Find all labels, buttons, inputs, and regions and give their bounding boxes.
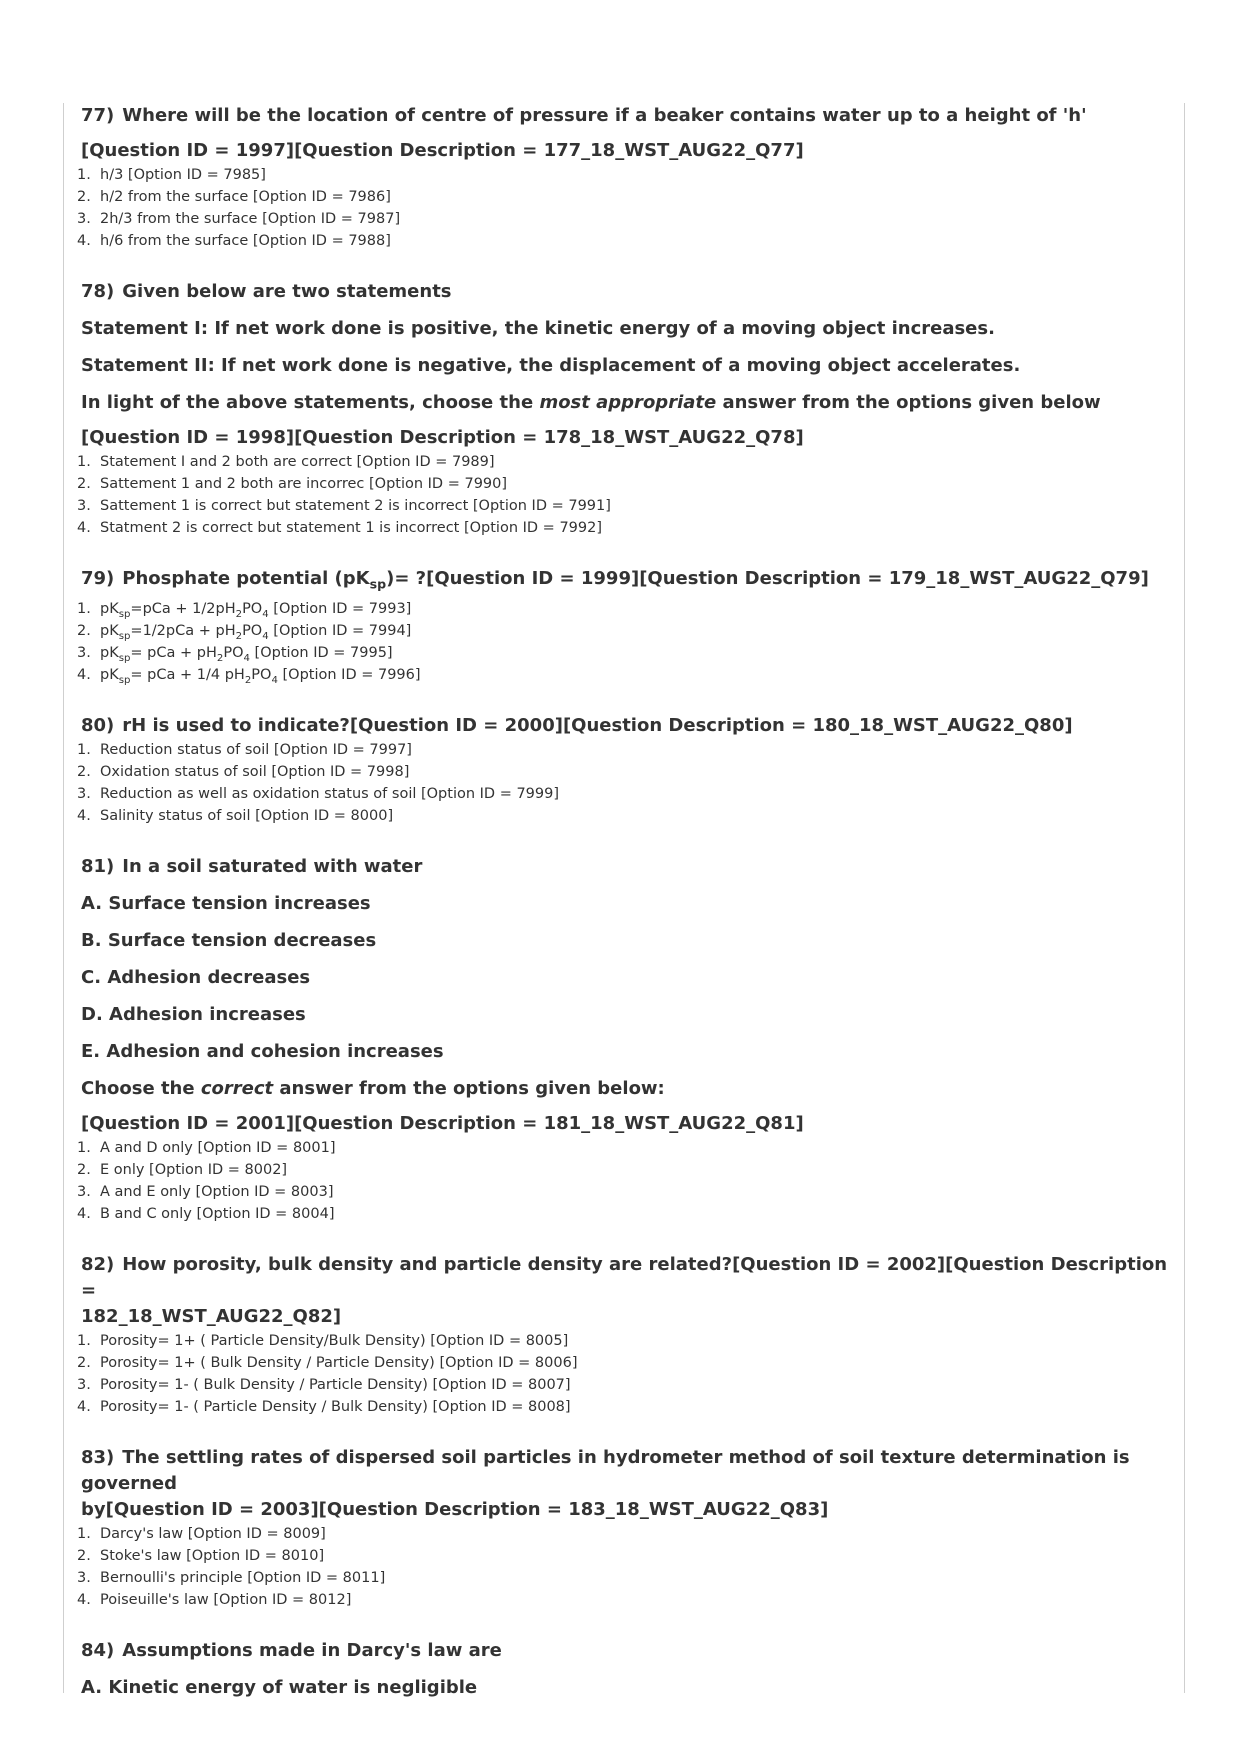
question-77	[70, 103, 1170, 252]
question-instruction: Choose the correct answer from the options given below:	[81, 1077, 665, 1099]
question-stem-continued: 182_18_WST_AUG22_Q82]	[81, 1305, 342, 1327]
option-list	[70, 451, 1170, 539]
option-item: 1. Reduction status of soil [Option ID = 7997]	[77, 741, 412, 758]
question-78	[70, 279, 1170, 539]
statement-item: A. Surface tension increases	[81, 892, 371, 914]
statement-item: D. Adhesion increases	[81, 1003, 306, 1025]
statement-2: Statement II: If net work done is negative, the displacement of a moving object accelerates.	[81, 355, 1021, 376]
option-item: 4. Statment 2 is correct but statement 1 is incorrect [Option ID = 7992]	[77, 520, 602, 536]
statement-1: Statement I: If net work done is positive, the kinetic energy of a moving object increases.	[81, 318, 995, 339]
question-stem: Where will be the location of centre of pressure if a beaker contains water up to a height of 'h'	[122, 105, 1087, 126]
option-list	[70, 1330, 1170, 1418]
question-number: 81)	[81, 855, 115, 877]
option-list	[70, 739, 1170, 827]
statement-item: A. Kinetic energy of water is negligible	[81, 1676, 478, 1698]
question-list	[70, 103, 1170, 1701]
option-item: 3. Reduction as well as oxidation status of soil [Option ID = 7999]	[77, 785, 560, 802]
question-stem: How porosity, bulk density and particle density are related?[Question ID = 2002][Question Description =	[81, 1253, 1168, 1301]
question-id: [Question ID = 2001][Question Description = 181_18_WST_AUG22_Q81]	[81, 1112, 804, 1134]
statement-item: B. Surface tension decreases	[81, 929, 377, 951]
option-item: 3. A and E only [Option ID = 8003]	[77, 1183, 334, 1200]
option-item: 4. $pK_{sp}=$ pCa + 1/4 $pH_2PO_4$ [Option ID = 7996]	[77, 666, 421, 686]
option-item: 1. A and D only [Option ID = 8001]	[77, 1139, 336, 1156]
option-item: 4. B and C only [Option ID = 8004]	[77, 1205, 335, 1222]
option-item: 2. $pK_{sp}=1/2pCa + pH_2PO_4$ [Option ID = 7994]	[77, 622, 412, 642]
option-item: 3. Bernoulli's principle [Option ID = 8011]	[77, 1569, 386, 1586]
option-list	[70, 1137, 1170, 1225]
question-number: 77)	[81, 105, 115, 126]
question-number: 83)	[81, 1446, 115, 1468]
option-item: 3. Sattement 1 is correct but statement 2 is incorrect [Option ID = 7991]	[77, 498, 611, 514]
question-id: [Question ID = 1998][Question Description = 178_18_WST_AUG22_Q78]	[81, 427, 804, 448]
option-item: 4. Poiseuille's law [Option ID = 8012]	[77, 1591, 352, 1608]
question-number: 78)	[81, 281, 115, 302]
option-item: 3. Porosity= 1- ( Bulk Density / Particle Density) [Option ID = 8007]	[77, 1376, 571, 1393]
statement-item: E. Adhesion and cohesion increases	[81, 1040, 444, 1062]
option-item: 2. h/2 from the surface [Option ID = 7986]	[77, 189, 391, 205]
question-79	[70, 566, 1170, 686]
statement-item: C. Adhesion decreases	[81, 966, 311, 988]
option-item: 2. E only [Option ID = 8002]	[77, 1161, 288, 1178]
question-instruction: In light of the above statements, choose the most appropriate answer from the options given below	[81, 392, 1101, 413]
option-item: 1. Darcy's law [Option ID = 8009]	[77, 1525, 326, 1542]
option-item: 4. Porosity= 1- ( Particle Density / Bulk Density) [Option ID = 8008]	[77, 1398, 571, 1415]
option-item: 1. Statement I and 2 both are correct [Option ID = 7989]	[77, 454, 495, 470]
question-stem: Assumptions made in Darcy's law are	[122, 1639, 502, 1661]
question-83	[70, 1445, 1170, 1611]
option-list	[70, 1523, 1170, 1611]
question-stem: Phosphate potential $(pK_{sp})=$ ?[Question ID = 1999][Question Description = 179_18_WST_AUG22_Q79]	[122, 568, 1149, 592]
question-stem: The settling rates of dispersed soil particles in hydrometer method of soil texture determination is governed	[81, 1446, 1130, 1494]
option-item: 2. Porosity= 1+ ( Bulk Density / Particle Density) [Option ID = 8006]	[77, 1354, 578, 1371]
question-number: 84)	[81, 1639, 115, 1661]
option-item: 2. Sattement 1 and 2 both are incorrec [Option ID = 7990]	[77, 476, 508, 492]
option-item: 3. 2h/3 from the surface [Option ID = 7987]	[77, 211, 401, 227]
option-item: 1. $pK_{sp}=pCa + 1/2pH_2PO_4$ [Option ID = 7993]	[77, 600, 412, 620]
question-stem: In a soil saturated with water	[122, 855, 423, 877]
question-84	[70, 1638, 1170, 1701]
option-list	[70, 598, 1170, 686]
option-item: 4. h/6 from the surface [Option ID = 7988]	[77, 233, 391, 249]
question-number: 79)	[81, 568, 115, 589]
question-stem: Given below are two statements	[122, 281, 452, 302]
option-item: 2. Stoke's law [Option ID = 8010]	[77, 1547, 325, 1564]
question-number: 82)	[81, 1253, 115, 1275]
question-80	[70, 713, 1170, 827]
option-item: 1. Porosity= 1+ ( Particle Density/Bulk Density) [Option ID = 8005]	[77, 1332, 569, 1349]
question-number: 80)	[81, 714, 115, 736]
option-item: 4. Salinity status of soil [Option ID = 8000]	[77, 807, 394, 824]
question-stem: rH is used to indicate?[Question ID = 2000][Question Description = 180_18_WST_AUG22_Q80]	[122, 714, 1073, 736]
question-id: [Question ID = 1997][Question Description = 177_18_WST_AUG22_Q77]	[81, 140, 804, 161]
option-item: 2. Oxidation status of soil [Option ID = 7998]	[77, 763, 410, 780]
option-item: 3. $pK_{sp}=$ pCa + $pH_2PO_4$ [Option ID = 7995]	[77, 644, 393, 664]
question-82	[70, 1252, 1170, 1418]
option-list	[70, 164, 1170, 252]
question-stem-continued: by[Question ID = 2003][Question Description = 183_18_WST_AUG22_Q83]	[81, 1498, 829, 1520]
question-81	[70, 854, 1170, 1225]
option-item: 1. h/3 [Option ID = 7985]	[77, 167, 266, 183]
